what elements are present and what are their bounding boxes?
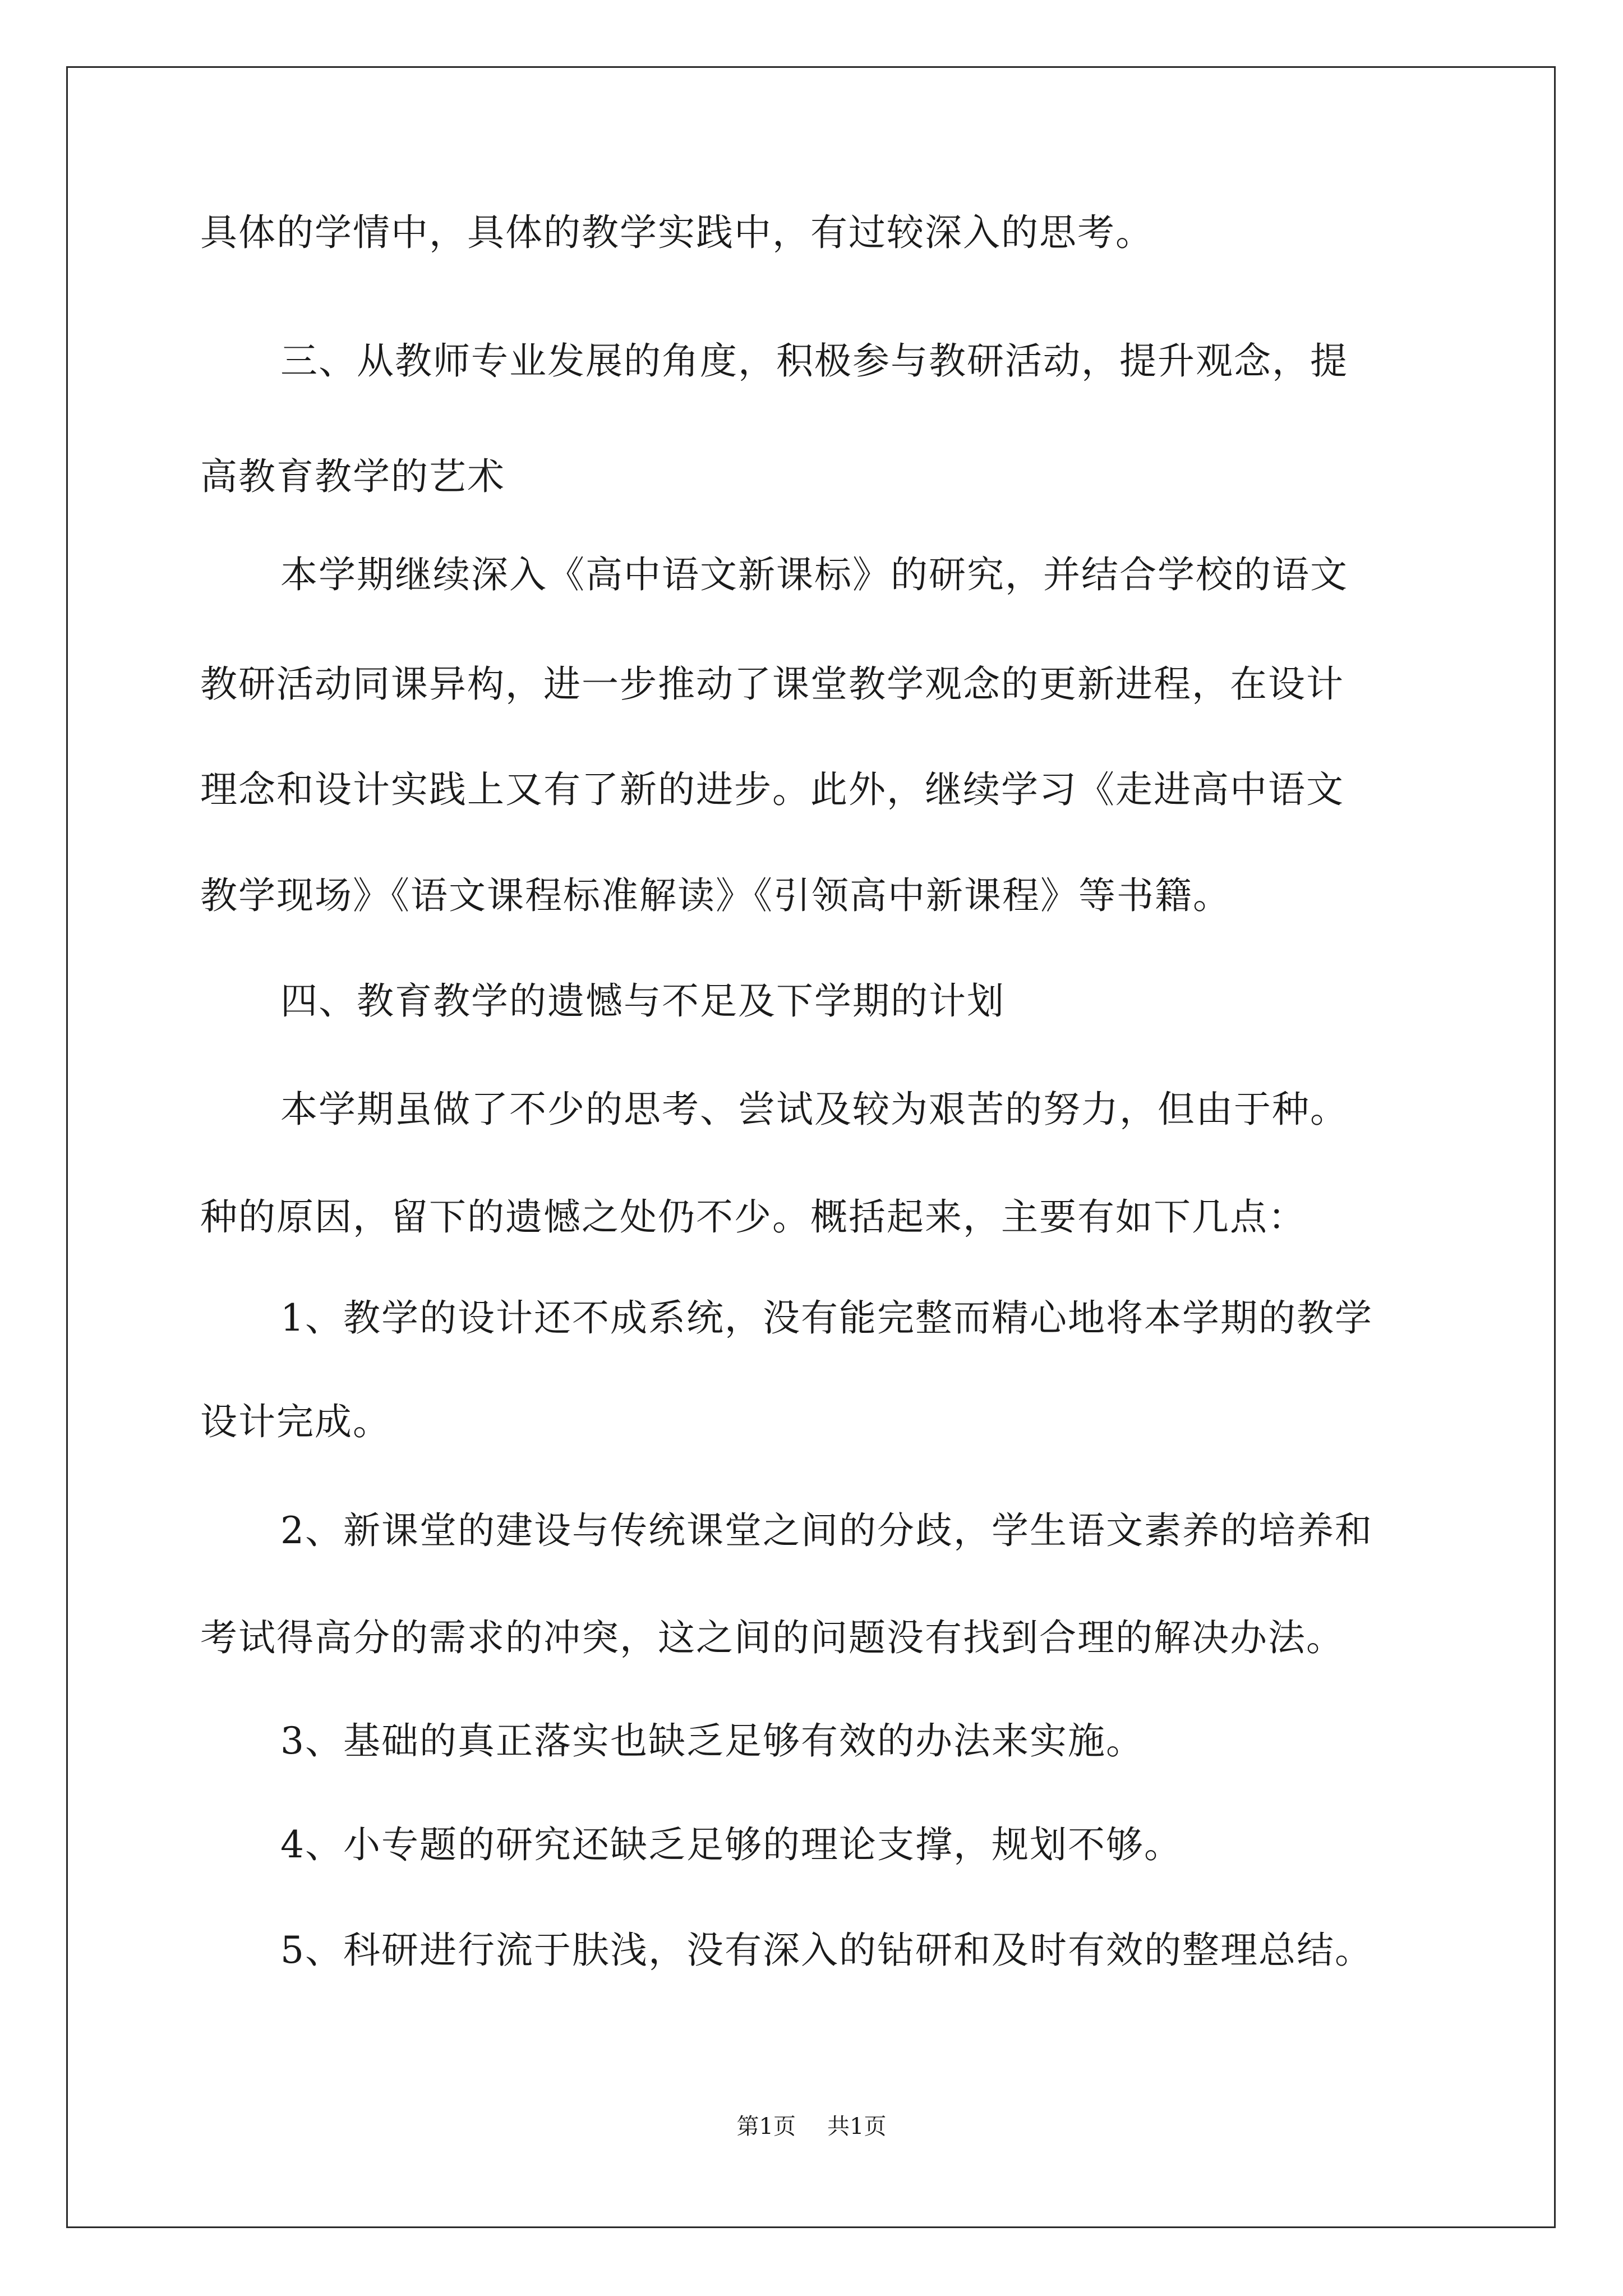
list-item: 4、小专题的研究还缺乏足够的理论支撑，规划不够。: [280, 1823, 1182, 1866]
page-footer: [0, 2112, 1623, 2141]
list-item: 2、新课堂的建设与传统课堂之间的分歧，学生语文素养的培养和: [280, 1509, 1373, 1552]
section-heading: 三、从教师专业发展的角度，积极参与教研活动，提升观念，提: [280, 339, 1348, 383]
paragraph-line: 理念和设计实践上又有了新的进步。此外，继续学习《走进高中语文: [200, 768, 1344, 811]
list-item: 1、教学的设计还不成系统，没有能完整而精心地将本学期的教学: [280, 1296, 1373, 1340]
list-item: 5、科研进行流于肤浅，没有深入的钻研和及时有效的整理总结。: [280, 1929, 1373, 1972]
paragraph-line: 种的原因，留下的遗憾之处仍不少。概括起来，主要有如下几点：: [200, 1195, 1306, 1239]
page-border: [66, 66, 1556, 2228]
page-total: 共1页: [827, 2114, 887, 2139]
section-heading-continued: 高教育教学的艺术: [200, 455, 505, 498]
paragraph-line: 教学现场》《语文课程标准解读》《引领高中新课程》等书籍。: [200, 874, 1231, 917]
paragraph-line: 本学期继续深入《高中语文新课标》的研究，并结合学校的语文: [280, 553, 1348, 596]
list-item-continued: 设计完成。: [200, 1400, 391, 1443]
text-line: 具体的学情中，具体的教学实践中，有过较深入的思考。: [200, 211, 1154, 254]
page-number: 第1页: [736, 2114, 796, 2139]
list-item: 3、基础的真正落实也缺乏足够有效的办法来实施。: [280, 1719, 1144, 1763]
paragraph-line: 教研活动同课异构，进一步推动了课堂教学观念的更新进程，在设计: [200, 662, 1344, 706]
section-heading: 四、教育教学的遗憾与不足及下学期的计划: [280, 979, 1005, 1023]
list-item-continued: 考试得高分的需求的冲突，这之间的问题没有找到合理的解决办法。: [200, 1616, 1344, 1659]
paragraph-line: 本学期虽做了不少的思考、尝试及较为艰苦的努力，但由于种。: [280, 1088, 1348, 1131]
